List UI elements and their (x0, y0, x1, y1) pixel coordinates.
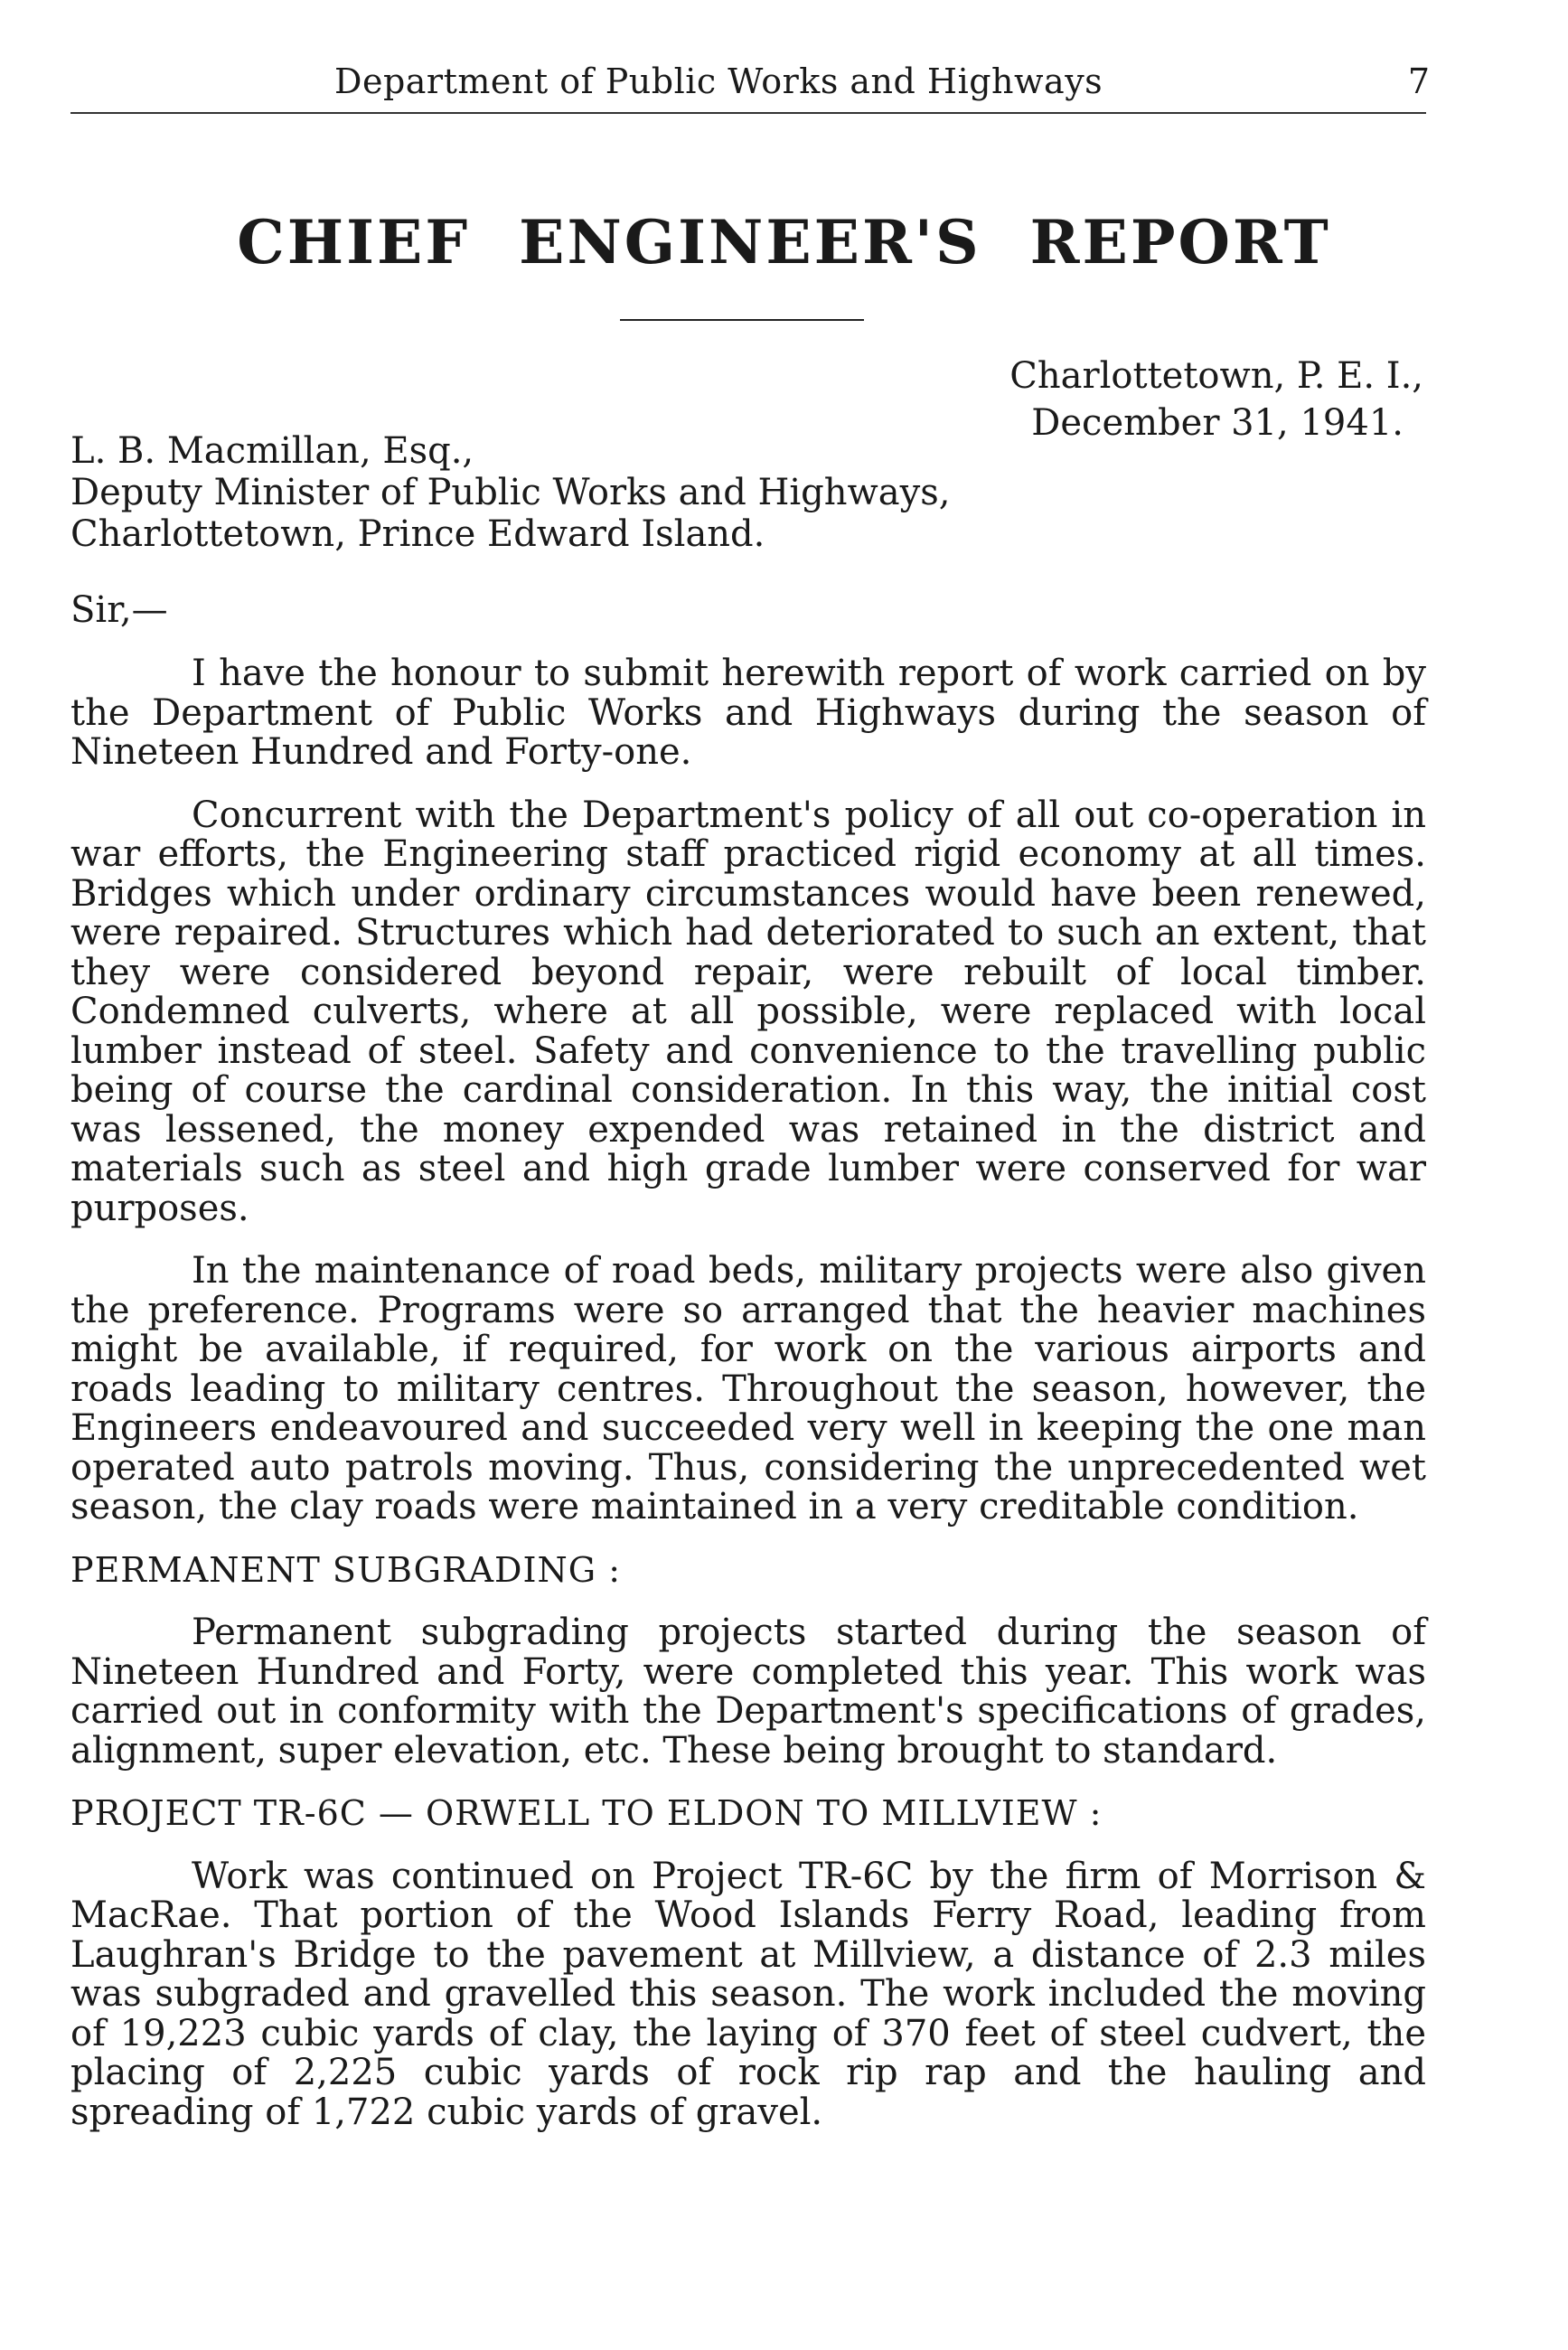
report-title: CHIEF ENGINEER'S REPORT (237, 207, 1331, 277)
report-body (70, 654, 1426, 2156)
title-rule (620, 319, 864, 321)
addressee-block (70, 430, 950, 555)
salutation: Sir,— (70, 589, 168, 631)
running-head-title: Department of Public Works and Highways (334, 61, 1103, 101)
addressee-position: Deputy Minister of Public Works and Highways, (70, 472, 951, 513)
section-heading-project-tr-6c: PROJECT TR-6C — ORWELL TO ELDON TO MILLVIEW : (70, 1793, 1103, 1833)
paragraph-war-economy: Concurrent with the Department's policy of all out co-operation in war efforts, the Engineering staff practiced rigid economy at all times. Bridges which under ordinary circumstances would have been renewed, were repaired. Structures which had deteriorated to such an extent, that they were considered beyond repair, were rebuilt of local timber. Condemned culverts, where at all possible, were replaced with local lumber instead of steel. Safety and convenience to the travelling public being of course the cardinal consideration. In this way, the initial cost was lessened, the money expended was retained in the district and materials such as steel and high grade lumber were conserved for war purposes. (70, 794, 1426, 1229)
dateline (1009, 352, 1423, 446)
page-number: 7 (1407, 61, 1430, 101)
paragraph-intro: I have the honour to submit herewith report of work carried on by the Department of Public Works and Highways during the season of Nineteen Hundred and Forty-one. (70, 653, 1426, 773)
paragraph-maintenance: In the maintenance of road beds, military projects were also given the preference. Programs were so arranged that the heavier machines might be available, if required, for work on the various airports and roads leading to military centres. Throughout the season, however, the Engineers endeavoured and succeeded very well in keeping the one man operated auto patrols moving. Thus, considering the unprecedented wet season, the clay roads were maintained in a very creditable condition. (70, 1250, 1426, 1528)
addressee-location: Charlottetown, Prince Edward Island. (70, 513, 765, 555)
dateline-place: Charlottetown, P. E. I., (1009, 355, 1423, 397)
header-rule (70, 112, 1426, 114)
section-text-permanent-subgrading: Permanent subgrading projects started during the season of Nineteen Hundred and Forty, were completed this year. This work was carried out in conformity with the Department's specifications of grades, alignment, super elevation, etc. These being brought to standard. (70, 1612, 1426, 1772)
section-heading-permanent-subgrading: PERMANENT SUBGRADING : (70, 1549, 621, 1590)
dateline-date: December 31, 1941. (1031, 402, 1404, 444)
section-text-project-tr-6c: Work was continued on Project TR-6C by the firm of Morrison & MacRae. That portion of the Wood Islands Ferry Road, leading from Laughran's Bridge to the pavement at Millview, a distance of 2.3 miles was subgraded and gravelled this season. The work included the moving of 19,223 cubic yards of clay, the laying of 370 feet of steel cudvert, the placing of 2,225 cubic yards of rock rip rap and the hauling and spreading of 1,722 cubic yards of gravel. (70, 1855, 1426, 2133)
running-head (70, 56, 1430, 107)
addressee-name: L. B. Macmillan, Esq., (70, 430, 474, 472)
